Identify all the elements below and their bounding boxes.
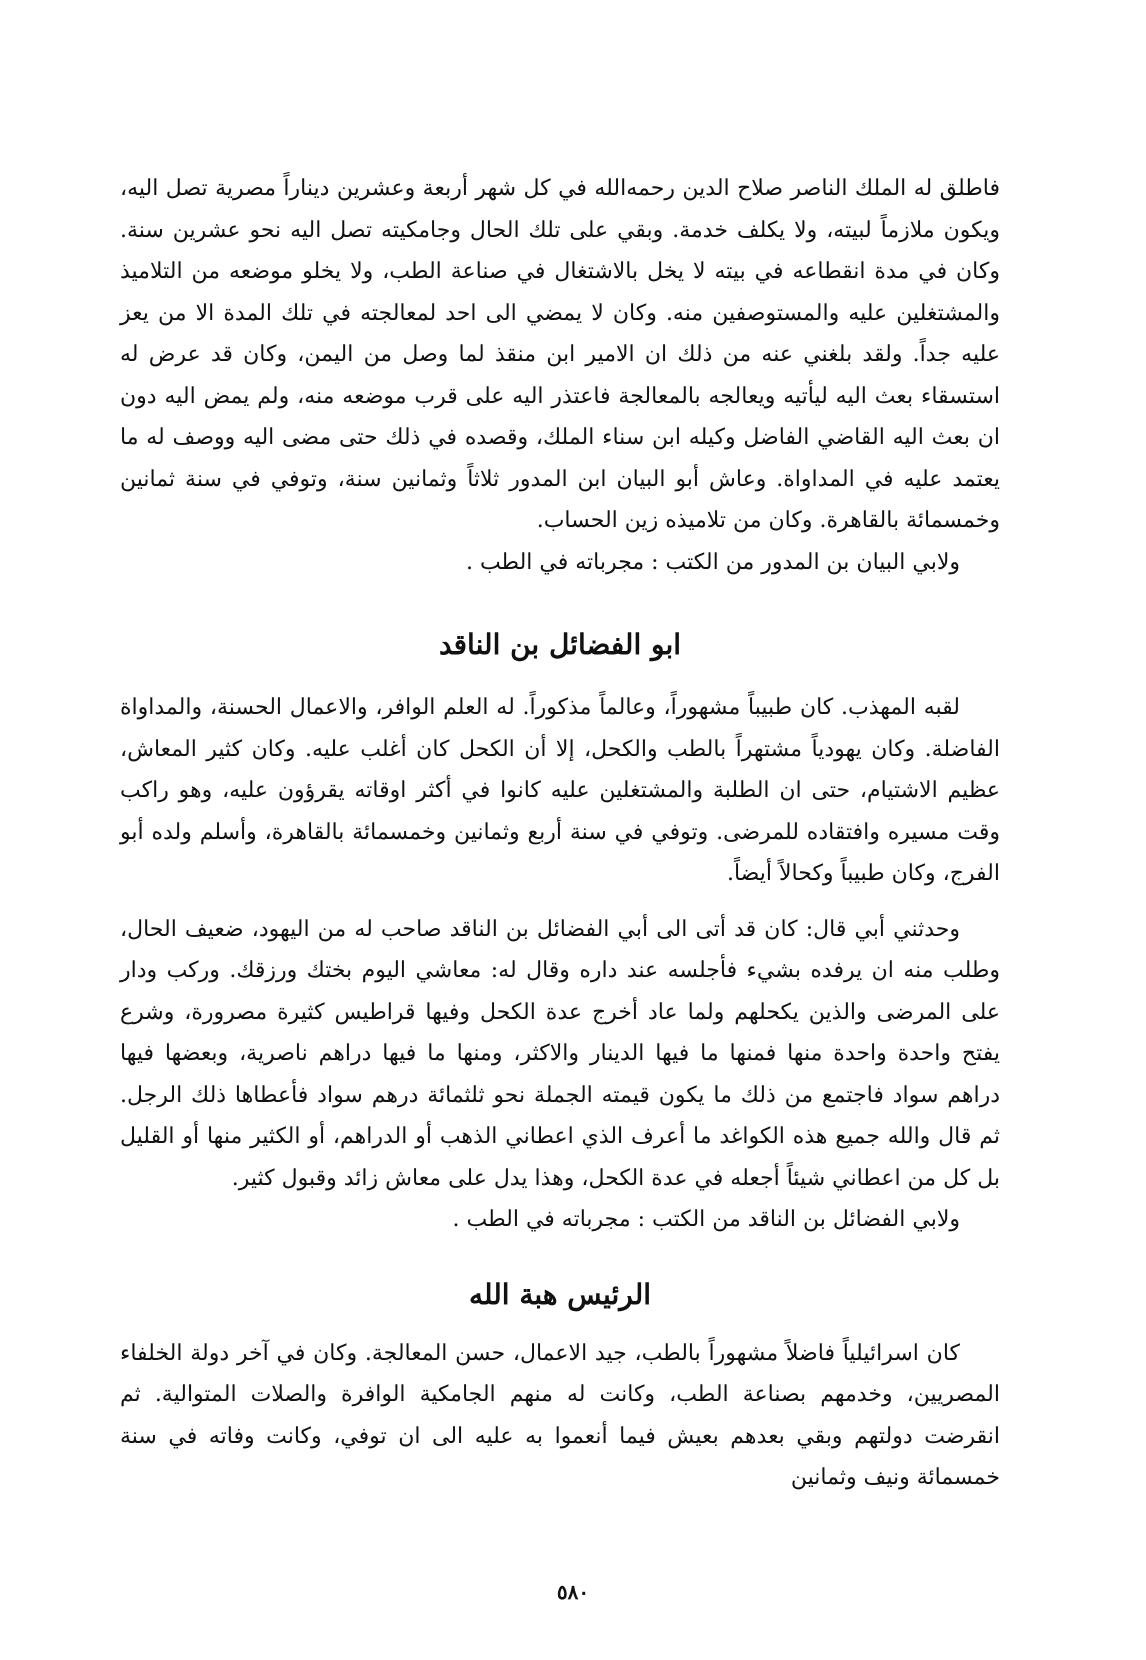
heading-abu-al-fadail: ابو الفضائل بن الناقد [438,628,682,661]
page-body [120,168,1000,1499]
paragraph-hibat-allah-bio: كان اسرائيلياً فاضلاً مشهوراً بالطب، جيد الاعمال، حسن المعالجة. وكان في آخر دولة الخلفاء المصريين، وخدمهم بصناعة الطب، وكانت له منهم الجامكية الوافرة والصلات المتوالية. ثم انقرضت دولتهم وبقي بعدهم بعيش فيما أنعموا به عليه الى ان توفي، وكانت وفاته في سنة خمسمائة ونيف وثمانين [120,1340,1000,1490]
page-number: ٥٨٠ [556,1580,590,1604]
paragraph-abu-al-bayan-death: فاطلق له الملك الناصر صلاح الدين رحمه‌الله في كل شهر أربعة وعشرين ديناراً مصرية تصل اليه، ويكون ملازماً لبيته، ولا يكلف خدمة. وبقي على تلك الحال وجامكيته تصل اليه نحو عشرين سنة. وكان في مدة انقطاعه في بيته لا يخل بالاشتغال في صناعة الطب، ولا يخلو موضعه من التلاميذ والمشتغلين عليه والمستوصفين منه. وكان لا يمضي الى احد لمعالجته في تلك المدة الا من يعز عليه جداً. ولقد بلغني عنه من ذلك ان الامير ابن منقذ لما وصل من اليمن، وكان قد عرض له استسقاء بعث اليه ليأتيه ويعالجه بالمعالجة فاعتذر اليه على قرب موضعه منه، ولم يمض اليه دون ان بعث اليه القاضي الفاضل وكيله ابن سناء الملك، وقصده في ذلك حتى مضى اليه ووصف له ما يعتمد عليه في المداواة. وعاش أبو البيان ابن المدور ثلاثاً وثمانين سنة، وتوفي في سنة ثمانين وخمسمائة بالقاهرة. وكان من تلاميذه زين الحساب. [120,176,1000,533]
books-line-abu-al-bayan: ولابي البيان بن المدور من الكتب : مجرباته في الطب . [465,549,960,575]
paragraph-abu-al-fadail-bio: لقبه المهذب. كان طبيباً مشهوراً، وعالماً مذكوراً. له العلم الوافر، والاعمال الحسنة، والمداواة الفاضلة. وكان يهودياً مشتهراً بالطب والكحل، إلا أن الكحل كان أغلب عليه. وكان كثير المعاش، عظيم الاشتيام، حتى ان الطلبة والمشتغلين عليه كانوا في أكثر اوقاته يقرؤون عليه، وهو راكب وقت مسيره وافتقاده للمرضى. وتوفي في سنة أربع وثمانين وخمسمائة بالقاهرة، وأسلم ولده أبو الفرج، وكان طبيباً وكحالاً أيضاً. [120,695,1000,886]
heading-hibat-allah: الرئيس هبة الله [468,1277,651,1311]
paragraph-abu-al-fadail-anecdote: وحدثني أبي قال: كان قد أتى الى أبي الفضائل بن الناقد صاحب له من اليهود، ضعيف الحال، وطلب منه ان يرفده بشيء فأجلسه عند داره وقال له: معاشي اليوم بختك ورزقك. وركب ودار على المرضى والذين يكحلهم ولما عاد أخرج عدة الكحل وفيها قراطيس كثيرة مصرورة، وشرع يفتح واحدة واحدة منها فمنها ما فيها الدينار والاكثر، ومنها ما فيها دراهم ناصرية، وبعضها فيها دراهم سواد فاجتمع من ذلك ما يكون قيمته الجملة نحو ثلثمائة درهم سواد فأعطاها ذلك الرجل. ثم قال والله جميع هذه الكواغد ما أعرف الذي اعطاني الذهب أو الدراهم، أو الكثير منها أو القليل بل كل من اعطاني شيئاً أجعله في عدة الكحل، وهذا يدل على معاش زائد وقبول كثير. [120,916,1000,1191]
books-line-abu-al-fadail: ولابي الفضائل بن الناقد من الكتب : مجرباته في الطب . [452,1207,960,1232]
